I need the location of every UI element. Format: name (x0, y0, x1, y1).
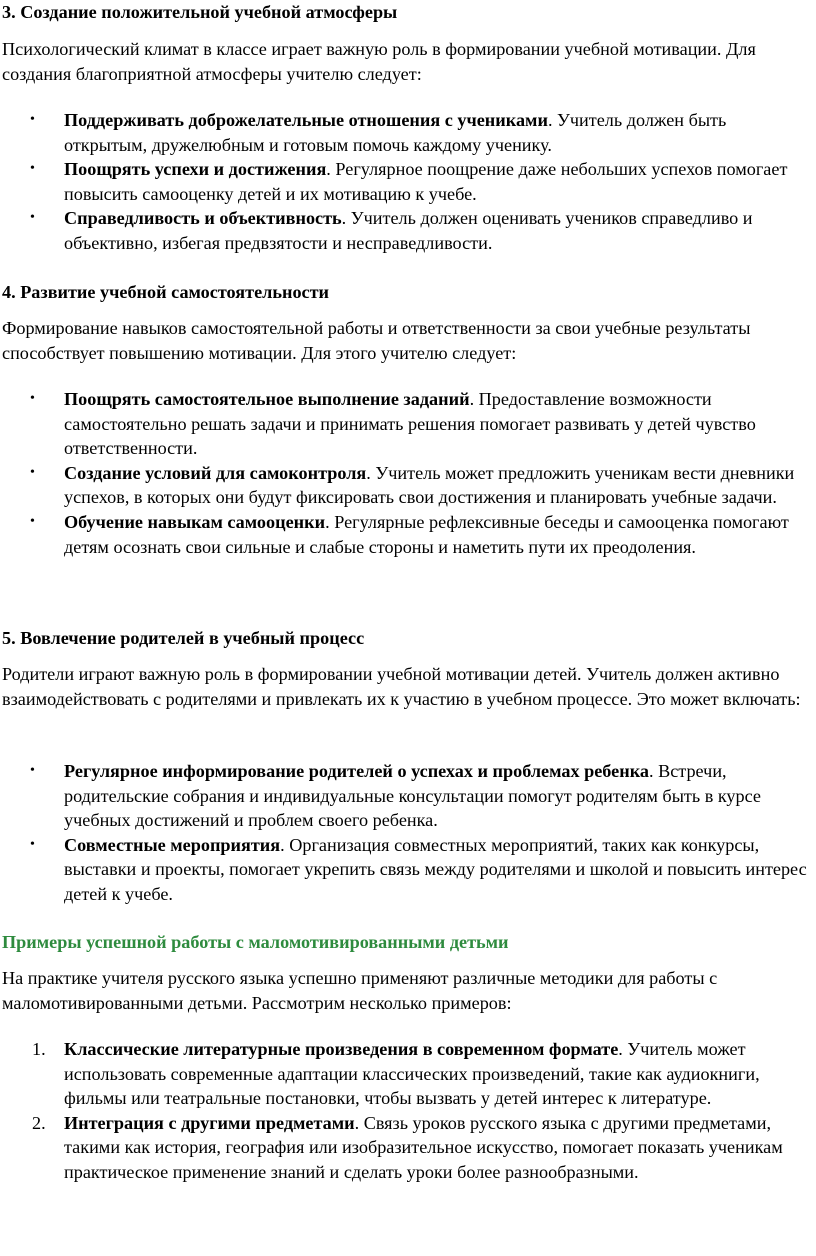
section-heading: Примеры успешной работы с маломотивированными детьми (2, 932, 509, 952)
list-item-bold: Регулярное информирование родителей о успехах и проблемах ребенка (64, 761, 649, 781)
list-item (2, 759, 814, 833)
list-item (2, 387, 814, 461)
list-item-bold: Интеграция с другими предметами (64, 1112, 355, 1133)
list-item (2, 510, 814, 559)
list-item-text: . Организация совместных мероприятий, таких как конкурсы, выставки и проекты, помогает укрепить связь между родителями и школой и повысить интерес детей к учебе. (64, 834, 807, 904)
list-item-bold: Создание условий для самоконтроля (64, 462, 367, 483)
bullet-list (2, 387, 814, 559)
bullet-icon: • (30, 161, 35, 177)
bullet-list (2, 108, 814, 256)
list-item-bold: Поддерживать доброжелательные отношения с учениками (64, 110, 548, 130)
list-item-bold: Поощрять самостоятельное выполнение заданий (64, 389, 470, 409)
list-item (2, 108, 814, 157)
list-item (2, 157, 814, 206)
list-number: 2. (32, 1112, 46, 1133)
list-item (2, 461, 814, 510)
list-item-bold: Классические литературные произведения в современном формате (64, 1039, 619, 1059)
bullet-icon: • (30, 464, 35, 480)
list-item (2, 833, 814, 907)
list-item-bold: Совместные мероприятия (64, 834, 281, 855)
section-heading: 3. Создание положительной учебной атмосферы (2, 2, 398, 22)
list-item-bold: Обучение навыкам самооценки (64, 511, 326, 532)
list-item (2, 206, 814, 255)
list-item (2, 1037, 814, 1111)
list-item-text: . Встречи, родительские собрания и индивидуальные консультации помогут родителям быть в курсе учебных достижений и проблем своего ребенка. (64, 761, 761, 831)
list-number: 1. (32, 1039, 46, 1059)
list-item-text: . Учитель может использовать современные адаптации классических произведений, такие как аудиокниги, фильмы или театральные постановки, чтобы вызвать у детей интерес к литературе. (64, 1039, 760, 1109)
section-heading: 5. Вовлечение родителей в учебный процесс (2, 628, 365, 648)
bullet-icon: • (30, 210, 35, 226)
list-item-text: . Связь уроков русского языка с другими предметами, такими как история, география или изобразительное искусство, помогает показать ученикам практическое применение знаний и сделать уроки более разнообразными. (64, 1112, 783, 1182)
bullet-icon: • (30, 513, 35, 529)
list-item-text: . Учитель должен быть открытым, дружелюбным и готовым помочь каждому ученику. (64, 110, 727, 155)
bullet-list (2, 759, 814, 907)
section-intro: На практике учителя русского языка успешно применяют различные методики для работы с маломотивированными детьми. Рассмотрим несколько примеров: (2, 968, 718, 1013)
list-item-text: . Регулярное поощрение даже небольших успехов помогает повысить самооценку детей и их мотивацию к учебе. (64, 159, 788, 204)
list-item-text: . Учитель должен оценивать учеников справедливо и объективно, избегая предвзятости и несправедливости. (64, 208, 753, 253)
bullet-icon: • (30, 763, 35, 778)
section-intro: Формирование навыков самостоятельной работы и ответственности за свои учебные результаты способствует повышению мотивации. Для этого учителю следует: (2, 318, 751, 363)
list-item (2, 1111, 814, 1185)
list-item-text: . Регулярные рефлексивные беседы и самооценка помогают детям осознать свои сильные и слабые стороны и наметить пути их преодоления. (64, 511, 789, 557)
list-item-bold: Поощрять успехи и достижения (64, 159, 327, 180)
section-intro: Психологический климат в классе играет важную роль в формировании учебной мотивации. Для создания благоприятной атмосферы учителю следует: (2, 39, 756, 84)
list-item-text: . Учитель может предложить ученикам вести дневники успехов, в которых они будут фиксировать свои достижения и планировать учебные задачи. (64, 462, 795, 508)
bullet-icon: • (30, 391, 35, 406)
section-intro: Родители играют важную роль в формировании учебной мотивации детей. Учитель должен активно взаимодействовать с родителями и привлекать их к участию в учебном процессе. Это может включать: (2, 664, 801, 709)
numbered-list (2, 1037, 814, 1185)
list-item-bold: Справедливость и объективность (64, 208, 342, 229)
bullet-icon: • (30, 836, 35, 852)
list-item-text: . Предоставление возможности самостоятельно решать задачи и принимать решения помогает развивать у детей чувство ответственности. (64, 389, 756, 459)
bullet-icon: • (30, 112, 35, 127)
section-heading: 4. Развитие учебной самостоятельности (2, 282, 330, 302)
